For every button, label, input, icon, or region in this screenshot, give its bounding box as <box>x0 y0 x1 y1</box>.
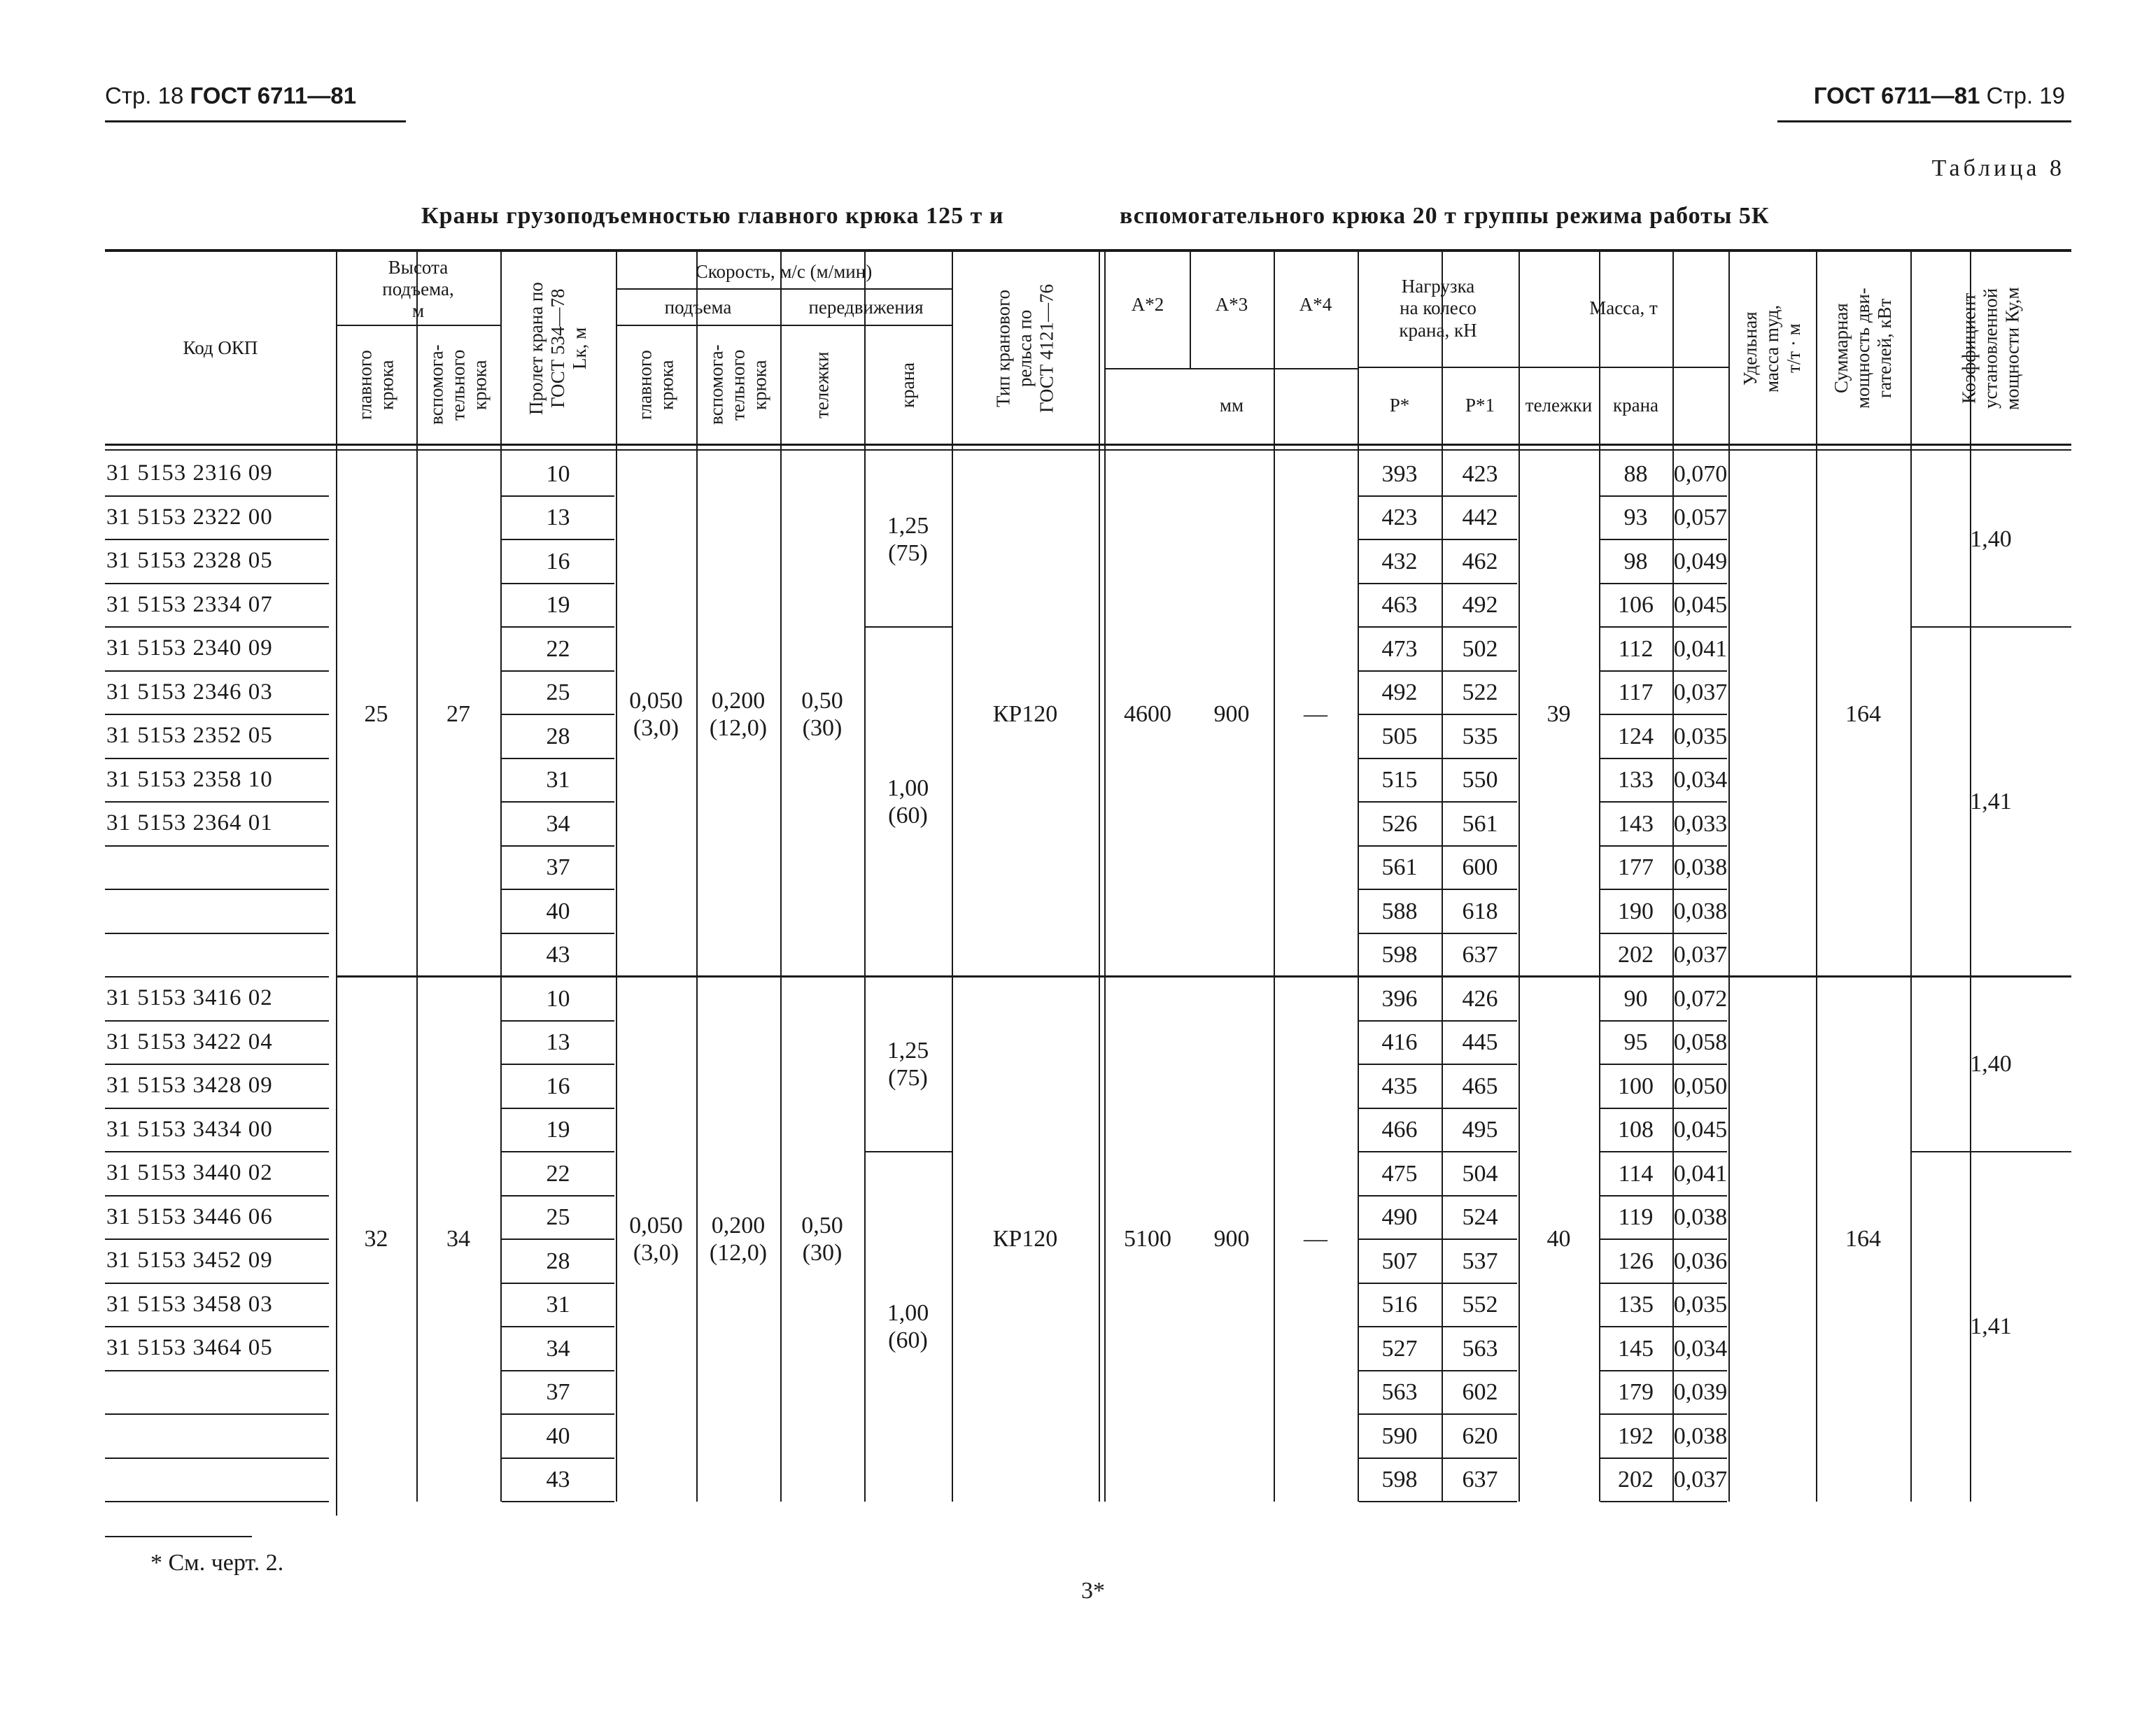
okp-code-cell <box>105 889 337 933</box>
row-rule <box>1600 1501 1727 1502</box>
span-cell: 19 <box>546 1117 570 1143</box>
crane-mass-cell: 133 <box>1618 767 1654 793</box>
okp-code-cell: 31 5153 3452 09 <box>106 1248 273 1273</box>
wheel-load-p1-cell: 552 <box>1462 1292 1498 1318</box>
a3-value: 900 <box>1213 701 1250 728</box>
wheel-load-p-cell: 588 <box>1381 898 1418 924</box>
crane-mass-cell: 143 <box>1618 810 1654 837</box>
height-main-value: 25 <box>364 701 388 728</box>
header-sub-rule <box>616 325 952 326</box>
specific-mass-cell: 0,070 <box>1673 460 1728 487</box>
span-cell: 34 <box>546 810 570 837</box>
okp-code-cell: 31 5153 3422 04 <box>106 1029 273 1054</box>
okp-code-cell: 31 5153 2358 10 <box>106 766 273 792</box>
span-cell: 28 <box>546 723 570 749</box>
mass-group-header: Масса, т <box>1589 297 1658 319</box>
right-header-rule <box>1777 120 2071 122</box>
span-cell: 34 <box>546 1335 570 1362</box>
crane-mass-cell: 192 <box>1618 1423 1654 1449</box>
height-group-header: Высота подъема, м <box>382 256 454 322</box>
wheel-load-p-cell: 475 <box>1381 1160 1418 1187</box>
power-header: Суммарная мощность дви- гателей, кВт <box>1830 288 1896 409</box>
span-cell: 28 <box>546 1248 570 1274</box>
specific-mass-cell: 0,045 <box>1673 1117 1728 1143</box>
crane-mass-cell: 119 <box>1618 1204 1654 1231</box>
rail-type-value: КР120 <box>992 701 1058 728</box>
wheel-load-p-cell: 516 <box>1381 1292 1418 1318</box>
span-cell: 22 <box>546 635 570 662</box>
lift-group-header: подъема <box>664 297 732 318</box>
wheel-load-p1-cell: 445 <box>1462 1029 1498 1056</box>
crane-mass-cell: 126 <box>1618 1248 1654 1274</box>
crane-mass-cell: 177 <box>1618 854 1654 881</box>
a2-value: 5100 <box>1124 1226 1171 1252</box>
coef-value: 1,40 <box>1970 526 2012 553</box>
span-cell: 16 <box>546 548 570 574</box>
crane-mass-cell: 179 <box>1618 1379 1654 1406</box>
span-cell: 40 <box>546 1423 570 1449</box>
crane-mass-cell: 135 <box>1618 1292 1654 1318</box>
crane-mass-cell: 145 <box>1618 1335 1654 1362</box>
okp-code-cell: 31 5153 3458 03 <box>106 1291 273 1317</box>
wheel-load-p1-cell: 492 <box>1462 592 1498 619</box>
wheel-load-p-cell: 435 <box>1381 1073 1418 1099</box>
column-rule <box>1099 249 1100 1502</box>
row-rule <box>1359 1501 1517 1502</box>
wheel-load-p1-cell: 495 <box>1462 1117 1498 1143</box>
lift-aux-speed-value: 0,200 (12,0) <box>709 1212 768 1266</box>
span-cell: 25 <box>546 679 570 706</box>
row-rule <box>502 1501 614 1502</box>
wheel-load-p-cell: 598 <box>1381 942 1418 968</box>
span-cell: 40 <box>546 898 570 924</box>
specific-mass-cell: 0,037 <box>1673 1467 1728 1493</box>
specific-mass-cell: 0,038 <box>1673 1204 1728 1231</box>
crane-speed-value: 1,00 (60) <box>887 775 929 828</box>
wheel-load-p-cell: 466 <box>1381 1117 1418 1143</box>
wheel-load-p-cell: 396 <box>1381 985 1418 1012</box>
wheel-load-p1-cell: 504 <box>1462 1160 1498 1187</box>
left-page-header <box>105 83 356 109</box>
span-cell: 43 <box>546 1467 570 1493</box>
crane-mass-cell: 124 <box>1618 723 1654 749</box>
okp-code-cell: 31 5153 3446 06 <box>106 1204 273 1229</box>
span-cell: 13 <box>546 504 570 531</box>
okp-code-cell <box>105 1371 337 1415</box>
table-top-rule <box>105 249 2071 252</box>
trolley-mass-value: 39 <box>1546 701 1571 728</box>
a3-header: A*3 <box>1215 294 1248 316</box>
height-aux-header: вспомога- тельного крюка <box>425 344 491 425</box>
crane-mass-cell: 93 <box>1623 504 1648 531</box>
mass-trolley-header: тележки <box>1525 395 1593 416</box>
specific-mass-cell: 0,037 <box>1673 679 1728 706</box>
column-rule <box>1274 249 1275 368</box>
wheel-load-p1-cell: 465 <box>1462 1073 1498 1099</box>
span-cell: 22 <box>546 1160 570 1187</box>
okp-code-cell: 31 5153 2316 09 <box>106 460 273 486</box>
header-sub-rule <box>336 325 500 326</box>
okp-code-cell <box>105 1414 337 1458</box>
okp-code-cell: 31 5153 2340 09 <box>106 635 273 661</box>
wheel-load-p-cell: 490 <box>1381 1204 1418 1231</box>
wheel-load-p-cell: 527 <box>1381 1335 1418 1362</box>
left-page-number: Стр. 18 <box>105 83 184 108</box>
crane-mass-cell: 100 <box>1618 1073 1654 1099</box>
wheel-load-p1-cell: 602 <box>1462 1379 1498 1406</box>
okp-code-cell <box>105 1458 337 1502</box>
okp-code-cell: 31 5153 3434 00 <box>106 1116 273 1142</box>
span-cell: 10 <box>546 985 570 1012</box>
height-main-header: главного крюка <box>354 350 397 420</box>
wheel-load-p-cell: 463 <box>1381 592 1418 619</box>
p-header: P* <box>1389 395 1410 416</box>
specific-mass-cell: 0,035 <box>1673 1292 1728 1318</box>
trolley-speed-value: 0,50 (30) <box>801 1212 843 1266</box>
specific-mass-cell: 0,072 <box>1673 985 1728 1012</box>
lift-main-speed-value: 0,050 (3,0) <box>629 1212 683 1266</box>
crane-mass-cell: 90 <box>1623 985 1648 1012</box>
wheel-load-p-cell: 492 <box>1381 679 1418 706</box>
column-rule <box>1190 249 1191 368</box>
rail-header: Тип кранового рельса по ГОСТ 4121—76 <box>992 283 1057 414</box>
wheel-load-p1-cell: 462 <box>1462 548 1498 574</box>
crane-mass-cell: 114 <box>1618 1160 1654 1187</box>
span-header: Пролет крана по ГОСТ 534—78 Lк, м <box>525 282 591 415</box>
crane-speed-value: 1,00 (60) <box>887 1299 929 1353</box>
wheel-load-p1-cell: 600 <box>1462 854 1498 881</box>
wheel-load-p-cell: 590 <box>1381 1423 1418 1449</box>
footnote-rule <box>105 1536 252 1537</box>
lift-main-header: главного крюка <box>634 350 677 420</box>
lift-aux-speed-value: 0,200 (12,0) <box>709 687 768 741</box>
travel-group-header: передвижения <box>808 297 924 318</box>
wheel-load-p1-cell: 620 <box>1462 1423 1498 1449</box>
p1-header: P*1 <box>1465 395 1495 416</box>
specific-mass-cell: 0,041 <box>1673 635 1728 662</box>
right-standard-code: ГОСТ 6711—81 <box>1813 83 1980 108</box>
wheel-load-p1-cell: 522 <box>1462 679 1498 706</box>
specific-mass-cell: 0,050 <box>1673 1073 1728 1099</box>
height-aux-value: 27 <box>446 701 470 728</box>
lift-aux-header: вспомога- тельного крюка <box>705 344 770 425</box>
wheel-load-p-cell: 505 <box>1381 723 1418 749</box>
wheel-load-p1-cell: 550 <box>1462 767 1498 793</box>
wheel-load-p1-cell: 618 <box>1462 898 1498 924</box>
a3-value: 900 <box>1213 1226 1250 1252</box>
crane-mass-cell: 202 <box>1618 942 1654 968</box>
okp-code-cell: 31 5153 3416 02 <box>106 985 273 1011</box>
wheel-load-p-cell: 507 <box>1381 1248 1418 1274</box>
header-bottom-rule <box>105 444 2071 446</box>
lift-main-speed-value: 0,050 (3,0) <box>629 687 683 741</box>
okp-code-cell: 31 5153 2322 00 <box>106 504 273 530</box>
wheel-load-p-cell: 473 <box>1381 635 1418 662</box>
specific-mass-cell: 0,058 <box>1673 1029 1728 1056</box>
span-cell: 25 <box>546 1204 570 1231</box>
crane-mass-cell: 108 <box>1618 1117 1654 1143</box>
specific-mass-cell: 0,033 <box>1673 810 1728 837</box>
specific-mass-cell: 0,034 <box>1673 767 1728 793</box>
crane-mass-cell: 202 <box>1618 1467 1654 1493</box>
specific-mass-cell: 0,034 <box>1673 1335 1728 1362</box>
specific-mass-cell: 0,037 <box>1673 942 1728 968</box>
span-cell: 16 <box>546 1073 570 1099</box>
power-value: 164 <box>1845 1226 1881 1252</box>
coef-value: 1,40 <box>1970 1051 2012 1078</box>
specific-mass-cell: 0,049 <box>1673 548 1728 574</box>
wheel-load-p-cell: 598 <box>1381 1467 1418 1493</box>
page-number: 3* <box>1081 1578 1105 1604</box>
wheel-load-p1-cell: 563 <box>1462 1335 1498 1362</box>
wheel-load-p1-cell: 423 <box>1462 460 1498 487</box>
left-header-rule <box>105 120 406 122</box>
crane-mass-cell: 88 <box>1623 460 1648 487</box>
wheel-load-p-cell: 561 <box>1381 854 1418 881</box>
crane-mass-cell: 98 <box>1623 548 1648 574</box>
header-sub-rule <box>616 288 952 290</box>
wheel-load-p1-cell: 535 <box>1462 723 1498 749</box>
coef-value: 1,41 <box>1970 789 2012 815</box>
okp-code-cell: 31 5153 3464 05 <box>106 1335 273 1361</box>
wheel-load-p1-cell: 524 <box>1462 1204 1498 1231</box>
wheel-load-p-cell: 393 <box>1381 460 1418 487</box>
wheel-load-p1-cell: 537 <box>1462 1248 1498 1274</box>
left-standard-code: ГОСТ 6711—81 <box>190 83 357 108</box>
trolley-mass-value: 40 <box>1546 1226 1571 1252</box>
crane-mass-cell: 190 <box>1618 898 1654 924</box>
specific-mass-cell: 0,045 <box>1673 592 1728 619</box>
wheel-load-p1-cell: 637 <box>1462 942 1498 968</box>
right-page-number: Стр. 19 <box>1986 83 2065 108</box>
a4-value: — <box>1304 1226 1327 1252</box>
okp-code-cell <box>105 846 337 890</box>
specific-header: Удельная масса mуд, т/т · м <box>1739 304 1805 393</box>
crane-spec-table <box>105 249 2071 1530</box>
power-value: 164 <box>1845 701 1881 728</box>
specific-mass-cell: 0,035 <box>1673 723 1728 749</box>
wheel-load-p-cell: 416 <box>1381 1029 1418 1056</box>
specific-mass-cell: 0,057 <box>1673 504 1728 531</box>
right-page-header <box>1814 83 2065 109</box>
span-cell: 43 <box>546 942 570 968</box>
wheel-load-p1-cell: 502 <box>1462 635 1498 662</box>
wheel-load-p1-cell: 442 <box>1462 504 1498 531</box>
rail-type-value: КР120 <box>992 1226 1058 1252</box>
table-label: Таблица 8 <box>1931 155 2065 181</box>
wheel-load-p-cell: 515 <box>1381 767 1418 793</box>
specific-mass-cell: 0,038 <box>1673 854 1728 881</box>
specific-mass-cell: 0,038 <box>1673 1423 1728 1449</box>
mass-crane-header: крана <box>1612 395 1659 416</box>
span-cell: 31 <box>546 767 570 793</box>
okp-code-cell <box>105 933 337 978</box>
wheel-load-p-cell: 563 <box>1381 1379 1418 1406</box>
header-sub-rule <box>1358 367 1519 368</box>
specific-mass-cell: 0,039 <box>1673 1379 1728 1406</box>
a2-header: A*2 <box>1131 294 1164 316</box>
okp-code-cell: 31 5153 3440 02 <box>106 1160 273 1186</box>
span-cell: 37 <box>546 1379 570 1406</box>
coef-header: Коэффициент установленной мощности Ку,м <box>1958 287 2023 410</box>
footnote: * См. черт. 2. <box>150 1550 284 1576</box>
span-cell: 31 <box>546 1292 570 1318</box>
okp-code-cell: 31 5153 3428 09 <box>106 1073 273 1099</box>
crane-speed-value: 1,25 (75) <box>887 1037 929 1091</box>
okp-code-cell: 31 5153 2364 01 <box>106 810 273 836</box>
row-rule <box>105 1501 329 1502</box>
speed-group-header: Скорость, м/с (м/мин) <box>695 261 873 283</box>
table-title-left: Краны грузоподъемностью главного крюка 125 т и <box>421 203 1004 229</box>
coef-value: 1,41 <box>1970 1313 2012 1340</box>
okp-code-cell: 31 5153 2346 03 <box>106 679 273 705</box>
specific-mass-cell: 0,038 <box>1673 898 1728 924</box>
specific-mass-cell: 0,041 <box>1673 1160 1728 1187</box>
wheel-load-p1-cell: 561 <box>1462 810 1498 837</box>
span-cell: 19 <box>546 592 570 619</box>
height-main-value: 32 <box>364 1226 388 1252</box>
span-cell: 10 <box>546 460 570 487</box>
crane-mass-cell: 117 <box>1618 679 1654 706</box>
mm-unit-header: мм <box>1219 395 1244 416</box>
a2-value: 4600 <box>1124 701 1171 728</box>
header-sub-rule <box>1519 367 1728 368</box>
wheel-load-p-cell: 432 <box>1381 548 1418 574</box>
crane-mass-cell: 112 <box>1618 635 1654 662</box>
a4-header: A*4 <box>1299 294 1332 316</box>
travel-crane-header: крана <box>896 362 918 408</box>
crane-mass-cell: 106 <box>1618 592 1654 619</box>
load-group-header: Нагрузка на колесо крана, кН <box>1399 276 1477 341</box>
trolley-speed-value: 0,50 (30) <box>801 687 843 741</box>
header-bottom-rule-2 <box>105 449 2071 451</box>
wheel-load-p-cell: 526 <box>1381 810 1418 837</box>
wheel-load-p1-cell: 637 <box>1462 1467 1498 1493</box>
travel-trolley-header: тележки <box>811 351 833 418</box>
okp-code-cell: 31 5153 2352 05 <box>106 723 273 749</box>
span-cell: 37 <box>546 854 570 881</box>
okp-code-cell: 31 5153 2328 05 <box>106 548 273 574</box>
wheel-load-p-cell: 423 <box>1381 504 1418 531</box>
span-cell: 13 <box>546 1029 570 1056</box>
specific-mass-cell: 0,036 <box>1673 1248 1728 1274</box>
crane-speed-value: 1,25 (75) <box>887 512 929 566</box>
okp-header: Код ОКП <box>183 337 258 359</box>
a4-value: — <box>1304 701 1327 728</box>
crane-mass-cell: 95 <box>1623 1029 1648 1056</box>
height-aux-value: 34 <box>446 1226 470 1252</box>
okp-code-cell: 31 5153 2334 07 <box>106 591 273 617</box>
table-title-right: вспомогательного крюка 20 т группы режима работы 5К <box>1120 203 1770 229</box>
wheel-load-p1-cell: 426 <box>1462 985 1498 1012</box>
